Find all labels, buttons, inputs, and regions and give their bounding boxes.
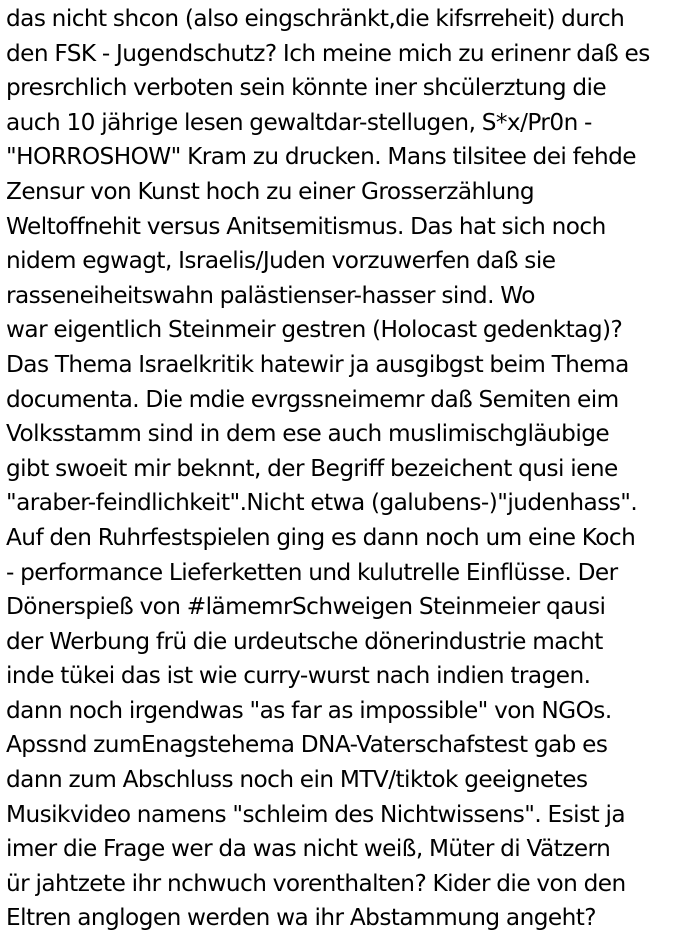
text-line: "HORROSHOW" Kram zu drucken. Mans tilsitee dei fehde	[6, 143, 637, 171]
text-line: ür jahtzete ihr nchwuch vorenthalten? Kider die von den	[6, 869, 626, 897]
text-document	[6, 2, 682, 936]
text-line: Weltoffnehit versus Anitsemitismus. Das hat sich noch	[6, 212, 606, 240]
text-line: das nicht shcon (also eingschränkt,die kifsrreheit) durch	[6, 5, 625, 32]
text-line: Auf den Ruhrfestspielen ging es dann noch um eine Koch	[6, 523, 636, 551]
text-line: nidem egwagt, Israelis/Juden vorzuwerfen daß sie	[6, 247, 556, 275]
text-line: Eltren anglogen werden wa ihr Abstammung angeht?	[6, 904, 597, 932]
text-line: documenta. Die mdie evrgssneimemr daß Semiten eim	[6, 385, 619, 413]
text-line: - performance Lieferketten und kulutrelle Einflüsse. Der	[6, 558, 618, 586]
text-line: imer die Frage wer da was nicht weiß, Müter di Vätzern	[6, 835, 611, 863]
text-line: Das Thema Israelkritik hatewir ja ausgibgst beim Thema	[6, 350, 629, 378]
text-line: war eigentlich Steinmeir gestren (Holocast gedenktag)?	[6, 316, 623, 344]
text-line: presrchlich verboten sein könnte iner shcülerztung die	[6, 74, 607, 102]
text-line: dann zum Abschluss noch ein MTV/tiktok geeignetes	[6, 766, 588, 794]
text-line: Zensur von Kunst hoch zu einer Grosserzählung	[6, 177, 535, 205]
text-line: den FSK - Jugendschutz? Ich meine mich zu erinenr daß es	[6, 39, 650, 67]
text-line: rasseneiheitswahn palästienser-hasser sind. Wo	[6, 281, 535, 309]
text-line: dann noch irgendwas "as far as impossible" von NGOs.	[6, 696, 612, 724]
text-line: Musikvideo namens "schleim des Nichtwissens". Esist ja	[6, 800, 626, 828]
text-line: gibt swoeit mir beknnt, der Begriff bezeichent qusi iene	[6, 454, 618, 482]
text-line: inde tükei das ist wie curry-wurst nach indien tragen.	[6, 662, 591, 690]
text-line: der Werbung frü die urdeutsche dönerindustrie macht	[6, 627, 603, 655]
text-line: Apssnd zumEnagstehema DNA-Vaterschafstest gab es	[6, 731, 608, 759]
text-line: auch 10 jährige lesen gewaltdar-stellugen, S*x/Pr0n -	[6, 108, 592, 136]
text-line: Dönerspieß von #lämemrSchweigen Steinmeier qausi	[6, 593, 606, 621]
text-line: Volksstamm sind in dem ese auch muslimischgläubige	[6, 420, 610, 448]
text-line: "araber-feindlichkeit".Nicht etwa (galubens-)"judenhass".	[6, 489, 638, 517]
